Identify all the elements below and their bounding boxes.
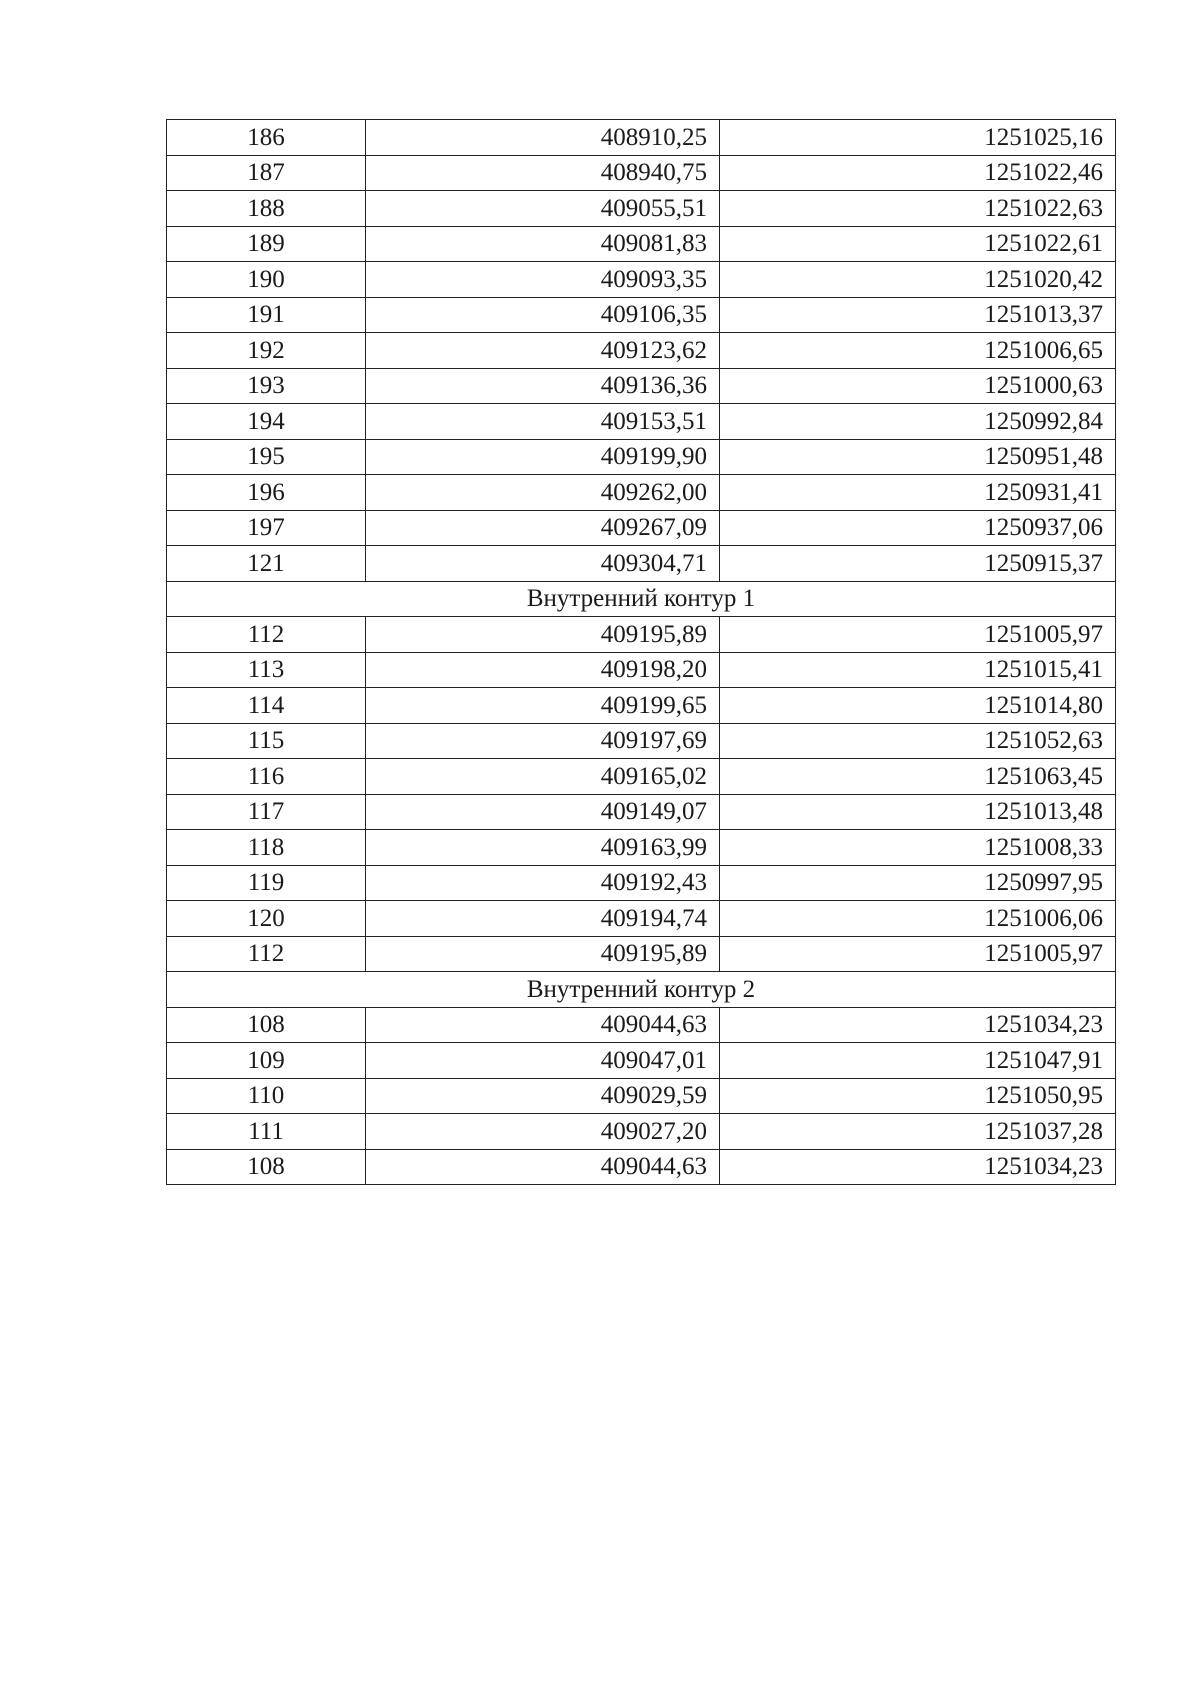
table-row bbox=[167, 155, 1116, 191]
coordinates-table-body bbox=[167, 120, 1116, 1185]
y-coordinate-cell: 1250992,84 bbox=[720, 404, 1116, 440]
point-number-cell: 116 bbox=[167, 759, 366, 795]
section-header-row bbox=[167, 972, 1116, 1008]
table-row bbox=[167, 688, 1116, 724]
point-number-cell: 109 bbox=[167, 1043, 366, 1079]
section-title: Внутренний контур 2 bbox=[167, 972, 1116, 1008]
table-row bbox=[167, 120, 1116, 156]
y-coordinate-cell: 1251025,16 bbox=[720, 120, 1116, 156]
point-number-cell: 191 bbox=[167, 297, 366, 333]
table-row bbox=[167, 368, 1116, 404]
x-coordinate-cell: 409153,51 bbox=[366, 404, 720, 440]
point-number-cell: 193 bbox=[167, 368, 366, 404]
table-row bbox=[167, 475, 1116, 511]
table-row bbox=[167, 546, 1116, 582]
point-number-cell: 110 bbox=[167, 1078, 366, 1114]
y-coordinate-cell: 1251005,97 bbox=[720, 936, 1116, 972]
table-row bbox=[167, 759, 1116, 795]
point-number-cell: 118 bbox=[167, 830, 366, 866]
x-coordinate-cell: 408910,25 bbox=[366, 120, 720, 156]
y-coordinate-cell: 1251006,65 bbox=[720, 333, 1116, 369]
point-number-cell: 196 bbox=[167, 475, 366, 511]
table-row bbox=[167, 794, 1116, 830]
x-coordinate-cell: 409093,35 bbox=[366, 262, 720, 298]
table-row bbox=[167, 226, 1116, 262]
y-coordinate-cell: 1251052,63 bbox=[720, 723, 1116, 759]
y-coordinate-cell: 1250937,06 bbox=[720, 510, 1116, 546]
point-number-cell: 111 bbox=[167, 1114, 366, 1150]
x-coordinate-cell: 409106,35 bbox=[366, 297, 720, 333]
x-coordinate-cell: 409123,62 bbox=[366, 333, 720, 369]
y-coordinate-cell: 1251050,95 bbox=[720, 1078, 1116, 1114]
table-row bbox=[167, 439, 1116, 475]
y-coordinate-cell: 1250997,95 bbox=[720, 865, 1116, 901]
table-row bbox=[167, 510, 1116, 546]
y-coordinate-cell: 1251047,91 bbox=[720, 1043, 1116, 1079]
point-number-cell: 194 bbox=[167, 404, 366, 440]
x-coordinate-cell: 409192,43 bbox=[366, 865, 720, 901]
x-coordinate-cell: 409195,89 bbox=[366, 936, 720, 972]
x-coordinate-cell: 409029,59 bbox=[366, 1078, 720, 1114]
table-row bbox=[167, 865, 1116, 901]
x-coordinate-cell: 409267,09 bbox=[366, 510, 720, 546]
table-row bbox=[167, 297, 1116, 333]
point-number-cell: 188 bbox=[167, 191, 366, 227]
x-coordinate-cell: 409198,20 bbox=[366, 652, 720, 688]
y-coordinate-cell: 1251034,23 bbox=[720, 1149, 1116, 1185]
section-header-row bbox=[167, 581, 1116, 617]
x-coordinate-cell: 409197,69 bbox=[366, 723, 720, 759]
point-number-cell: 112 bbox=[167, 936, 366, 972]
y-coordinate-cell: 1251013,37 bbox=[720, 297, 1116, 333]
y-coordinate-cell: 1251034,23 bbox=[720, 1007, 1116, 1043]
point-number-cell: 113 bbox=[167, 652, 366, 688]
table-row bbox=[167, 652, 1116, 688]
y-coordinate-cell: 1251008,33 bbox=[720, 830, 1116, 866]
point-number-cell: 120 bbox=[167, 901, 366, 937]
y-coordinate-cell: 1251022,46 bbox=[720, 155, 1116, 191]
y-coordinate-cell: 1250951,48 bbox=[720, 439, 1116, 475]
table-row bbox=[167, 723, 1116, 759]
x-coordinate-cell: 409199,65 bbox=[366, 688, 720, 724]
y-coordinate-cell: 1251013,48 bbox=[720, 794, 1116, 830]
x-coordinate-cell: 409136,36 bbox=[366, 368, 720, 404]
table-row bbox=[167, 404, 1116, 440]
point-number-cell: 117 bbox=[167, 794, 366, 830]
y-coordinate-cell: 1251015,41 bbox=[720, 652, 1116, 688]
coordinates-table bbox=[166, 119, 1116, 1185]
x-coordinate-cell: 409027,20 bbox=[366, 1114, 720, 1150]
point-number-cell: 190 bbox=[167, 262, 366, 298]
y-coordinate-cell: 1251014,80 bbox=[720, 688, 1116, 724]
y-coordinate-cell: 1251020,42 bbox=[720, 262, 1116, 298]
x-coordinate-cell: 409195,89 bbox=[366, 617, 720, 653]
point-number-cell: 197 bbox=[167, 510, 366, 546]
section-title: Внутренний контур 1 bbox=[167, 581, 1116, 617]
y-coordinate-cell: 1251022,63 bbox=[720, 191, 1116, 227]
point-number-cell: 112 bbox=[167, 617, 366, 653]
table-row bbox=[167, 830, 1116, 866]
table-row bbox=[167, 333, 1116, 369]
x-coordinate-cell: 409044,63 bbox=[366, 1149, 720, 1185]
x-coordinate-cell: 409047,01 bbox=[366, 1043, 720, 1079]
y-coordinate-cell: 1250915,37 bbox=[720, 546, 1116, 582]
table-row bbox=[167, 901, 1116, 937]
y-coordinate-cell: 1251000,63 bbox=[720, 368, 1116, 404]
point-number-cell: 121 bbox=[167, 546, 366, 582]
table-row bbox=[167, 1114, 1116, 1150]
point-number-cell: 108 bbox=[167, 1149, 366, 1185]
table-row bbox=[167, 1043, 1116, 1079]
point-number-cell: 115 bbox=[167, 723, 366, 759]
point-number-cell: 189 bbox=[167, 226, 366, 262]
point-number-cell: 195 bbox=[167, 439, 366, 475]
table-row bbox=[167, 1007, 1116, 1043]
table-row bbox=[167, 191, 1116, 227]
table-row bbox=[167, 617, 1116, 653]
point-number-cell: 192 bbox=[167, 333, 366, 369]
table-row bbox=[167, 936, 1116, 972]
table-row bbox=[167, 1149, 1116, 1185]
y-coordinate-cell: 1251037,28 bbox=[720, 1114, 1116, 1150]
table-row bbox=[167, 262, 1116, 298]
y-coordinate-cell: 1250931,41 bbox=[720, 475, 1116, 511]
x-coordinate-cell: 408940,75 bbox=[366, 155, 720, 191]
x-coordinate-cell: 409262,00 bbox=[366, 475, 720, 511]
point-number-cell: 186 bbox=[167, 120, 366, 156]
x-coordinate-cell: 409055,51 bbox=[366, 191, 720, 227]
x-coordinate-cell: 409044,63 bbox=[366, 1007, 720, 1043]
x-coordinate-cell: 409165,02 bbox=[366, 759, 720, 795]
point-number-cell: 187 bbox=[167, 155, 366, 191]
y-coordinate-cell: 1251005,97 bbox=[720, 617, 1116, 653]
x-coordinate-cell: 409163,99 bbox=[366, 830, 720, 866]
x-coordinate-cell: 409194,74 bbox=[366, 901, 720, 937]
x-coordinate-cell: 409149,07 bbox=[366, 794, 720, 830]
point-number-cell: 108 bbox=[167, 1007, 366, 1043]
point-number-cell: 114 bbox=[167, 688, 366, 724]
y-coordinate-cell: 1251022,61 bbox=[720, 226, 1116, 262]
x-coordinate-cell: 409199,90 bbox=[366, 439, 720, 475]
y-coordinate-cell: 1251063,45 bbox=[720, 759, 1116, 795]
x-coordinate-cell: 409304,71 bbox=[366, 546, 720, 582]
x-coordinate-cell: 409081,83 bbox=[366, 226, 720, 262]
point-number-cell: 119 bbox=[167, 865, 366, 901]
y-coordinate-cell: 1251006,06 bbox=[720, 901, 1116, 937]
table-row bbox=[167, 1078, 1116, 1114]
